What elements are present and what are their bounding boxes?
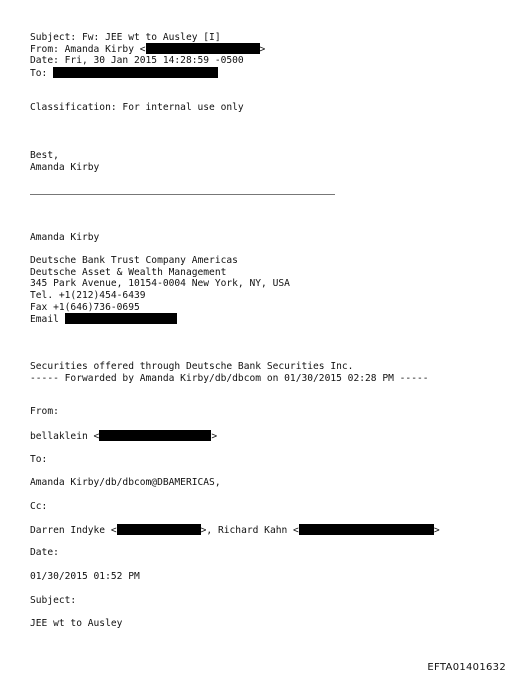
redaction-bar xyxy=(146,43,260,54)
email-to-line xyxy=(30,67,218,80)
email-to-label: To: xyxy=(30,68,54,79)
signature-email-label: Email xyxy=(30,314,65,325)
classification-notice: Classification: For internal use only xyxy=(30,102,244,113)
signature-divider xyxy=(30,194,335,195)
signature-name: Amanda Kirby xyxy=(30,232,100,243)
signature-email-line xyxy=(30,313,177,326)
original-cc-close: > xyxy=(433,525,440,536)
original-cc-line xyxy=(30,524,440,537)
redaction-bar xyxy=(117,524,201,535)
original-from-label: From: xyxy=(30,406,59,417)
original-cc-label: Cc: xyxy=(30,501,48,512)
original-subject-value: JEE wt to Ausley xyxy=(30,618,123,629)
original-from-line xyxy=(30,430,217,443)
signature-fax: Fax +1(646)736-0695 xyxy=(30,302,140,313)
closing-name: Amanda Kirby xyxy=(30,162,100,173)
original-from-text: bellaklein < xyxy=(30,431,100,442)
redaction-bar xyxy=(99,430,211,441)
original-date-label: Date: xyxy=(30,547,59,558)
original-subject-label: Subject: xyxy=(30,595,77,606)
signature-tel: Tel. +1(212)454-6439 xyxy=(30,290,146,301)
email-subject: Subject: Fw: JEE wt to Ausley [I] xyxy=(30,32,221,43)
forwarded-marker: ----- Forwarded by Amanda Kirby/db/dbcom on 01/30/2015 02:28 PM ----- xyxy=(30,373,429,384)
original-cc-text: Darren Indyke < xyxy=(30,525,117,536)
original-from-close: > xyxy=(211,431,218,442)
signature-company: Deutsche Bank Trust Company Americas xyxy=(30,255,238,266)
document-id: EFTA01401632 xyxy=(427,662,506,673)
original-to-value: Amanda Kirby/db/dbcom@DBAMERICAS, xyxy=(30,477,221,488)
redaction-bar xyxy=(299,524,434,535)
signature-division: Deutsche Asset & Wealth Management xyxy=(30,267,227,278)
redaction-bar xyxy=(53,67,218,78)
disclaimer-text: Securities offered through Deutsche Bank Securities Inc. xyxy=(30,361,354,372)
original-to-label: To: xyxy=(30,454,48,465)
signature-address: 345 Park Avenue, 10154-0004 New York, NY, USA xyxy=(30,278,290,289)
redaction-bar xyxy=(65,313,177,324)
email-from-text: From: Amanda Kirby < xyxy=(30,44,146,55)
closing-best: Best, xyxy=(30,150,59,161)
email-from-close: > xyxy=(259,44,266,55)
original-cc-separator: >, Richard Kahn < xyxy=(200,525,299,536)
email-date: Date: Fri, 30 Jan 2015 14:28:59 -0500 xyxy=(30,55,244,66)
original-date-value: 01/30/2015 01:52 PM xyxy=(30,571,140,582)
